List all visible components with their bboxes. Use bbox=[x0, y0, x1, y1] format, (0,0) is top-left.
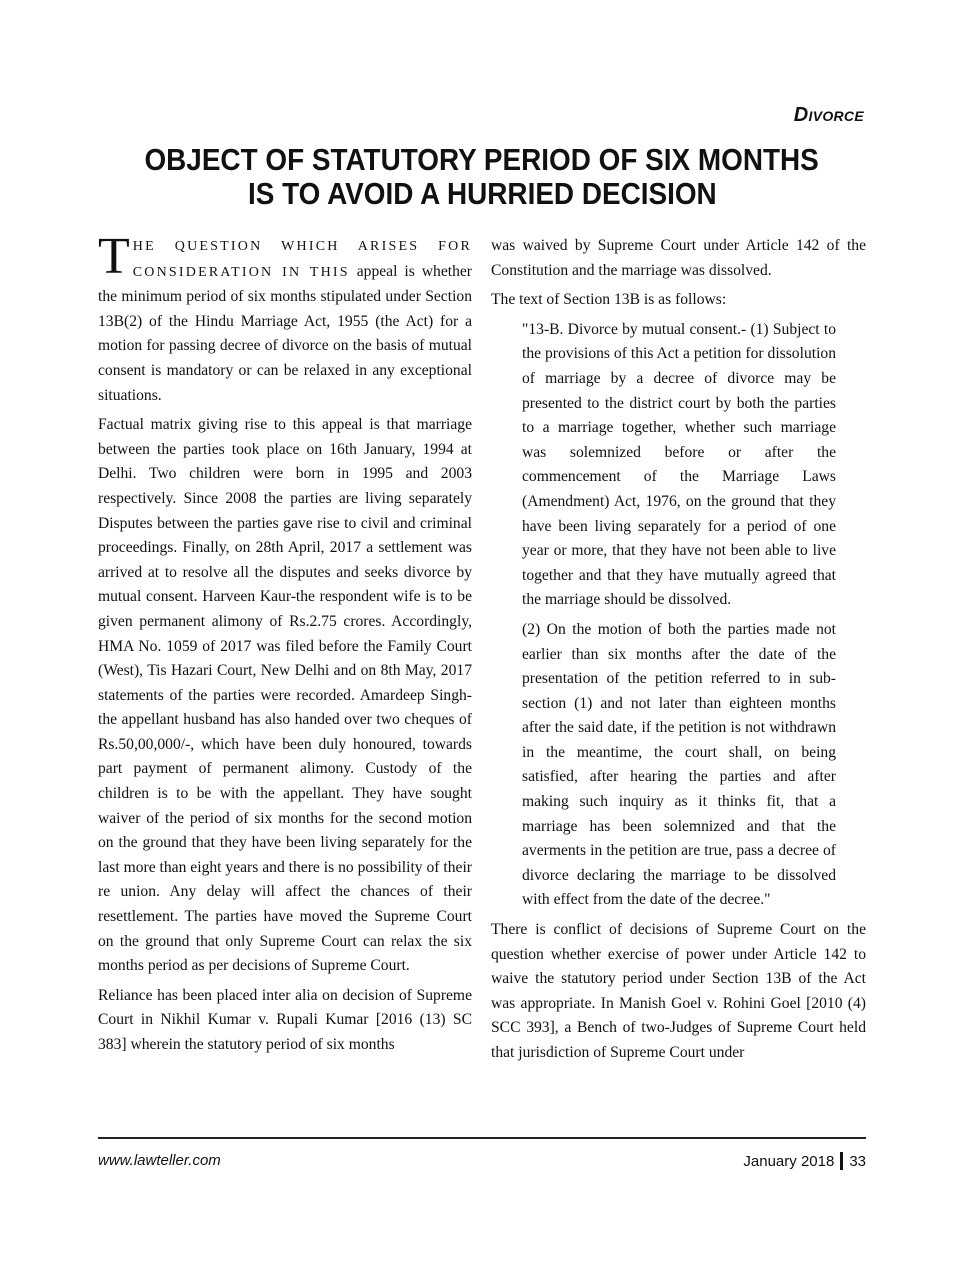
paragraph: Factual matrix giving rise to this appeal is that marriage between the parties took place on 16th January, 1994 at Delhi. Two children were born in 1995 and 2003 respectively. Since 2008 the parties are living separately Disputes between the parties gave rise to civil and criminal proceedings. Finally, on 28th April, 2017 a settlement was arrived at to resolve all the disputes and seeks divorce by mutual consent. Harveen Kaur-the respondent wife is to be given permanent alimony of Rs.2.75 crores. Accordingly, HMA No. 1059 of 2017 was filed before the Family Court (West), Tis Hazari Court, New Delhi and on 8th May, 2017 statements of the parties were recorded. Amardeep Singh-the appellant husband has also handed over two cheques of Rs.50,00,000/-, which have been duly honoured, towards part payment of permanent alimony. Custody of the children is to be with the appellant. They have sought waiver of the period of six months for the second motion on the ground that they have been living separately for the last more than eight years and there is no possibility of their re union. Any delay will affect the chances of their resettlement. The parties have moved the Supreme Court on the ground that only Supreme Court can relax the six months period as per decisions of Supreme Court. bbox=[98, 416, 472, 975]
left-column bbox=[98, 228, 472, 1063]
title-line-1: OBJECT OF STATUTORY PERIOD OF SIX MONTHS bbox=[144, 142, 820, 177]
section-label: Divorce bbox=[793, 104, 864, 126]
drop-cap: T bbox=[98, 228, 130, 285]
paragraph bbox=[98, 228, 472, 408]
lead-in: HE QUESTION WHICH ARISES FOR CONSIDERATION IN THIS bbox=[132, 239, 472, 280]
paragraph: Reliance has been placed inter alia on decision of Supreme Court in Nikhil Kumar v. Rupali Kumar [2016 (13) SC 383] wherein the statutory period of six months bbox=[98, 986, 472, 1053]
quoted-statute: "13-B. Divorce by mutual consent.- (1) Subject to the provisions of this Act a petition for dissolution of marriage by a decree of divorce may be presented to the district court by both the parties to a marriage together, whether such marriage was solemnized before or after the commencement of the Marriage Laws (Amendment) Act, 1976, on the ground that they have been living separately for a period of one year or more, that they have not been able to live together and that they have mutually agreed that the marriage should be dissolved. bbox=[522, 320, 836, 609]
right-column bbox=[491, 234, 866, 1071]
footer-divider bbox=[98, 1137, 866, 1139]
page-number: 33 bbox=[849, 1152, 866, 1170]
quoted-statute: (2) On the motion of both the parties made not earlier than six months after the date of the presentation of the petition referred to in sub-section (1) and not later than eighteen months after the said date, if the petition is not withdrawn in the meantime, the court shall, on being satisfied, after hearing the parties and after making such inquiry as it thinks fit, that a marriage has been solemnized and that the averments in the petition are true, pass a decree of divorce declaring the marriage to be dissolved with effect from the date of the decree." bbox=[522, 620, 836, 909]
separator-bar bbox=[840, 1152, 843, 1170]
paragraph: There is conflict of decisions of Supreme Court on the question whether exercise of power under Article 142 to waive the statutory period under Section 13B of the Act was appropriate. In Manish Goel v. Rohini Goel [2010 (4) SCC 393], a Bench of two-Judges of Supreme Court held that jurisdiction of Supreme Court under bbox=[491, 921, 866, 1061]
article-title bbox=[0, 143, 964, 211]
issue-date: January 2018 bbox=[743, 1152, 835, 1170]
footer-issue bbox=[743, 1152, 866, 1170]
paragraph: was waived by Supreme Court under Article 142 of the Constitution and the marriage was dissolved. bbox=[491, 237, 866, 279]
footer-url: www.lawteller.com bbox=[98, 1152, 221, 1169]
title-line-2: IS TO AVOID A HURRIED DECISION bbox=[247, 176, 717, 211]
paragraph: The text of Section 13B is as follows: bbox=[491, 291, 727, 309]
paragraph-text: appeal is whether the minimum period of six months stipulated under Section 13B(2) of the Hindu Marriage Act, 1955 (the Act) for a motion for passing decree of divorce on the basis of mutual consent is mandatory or can be relaxed in any exceptional situations. bbox=[98, 262, 472, 404]
